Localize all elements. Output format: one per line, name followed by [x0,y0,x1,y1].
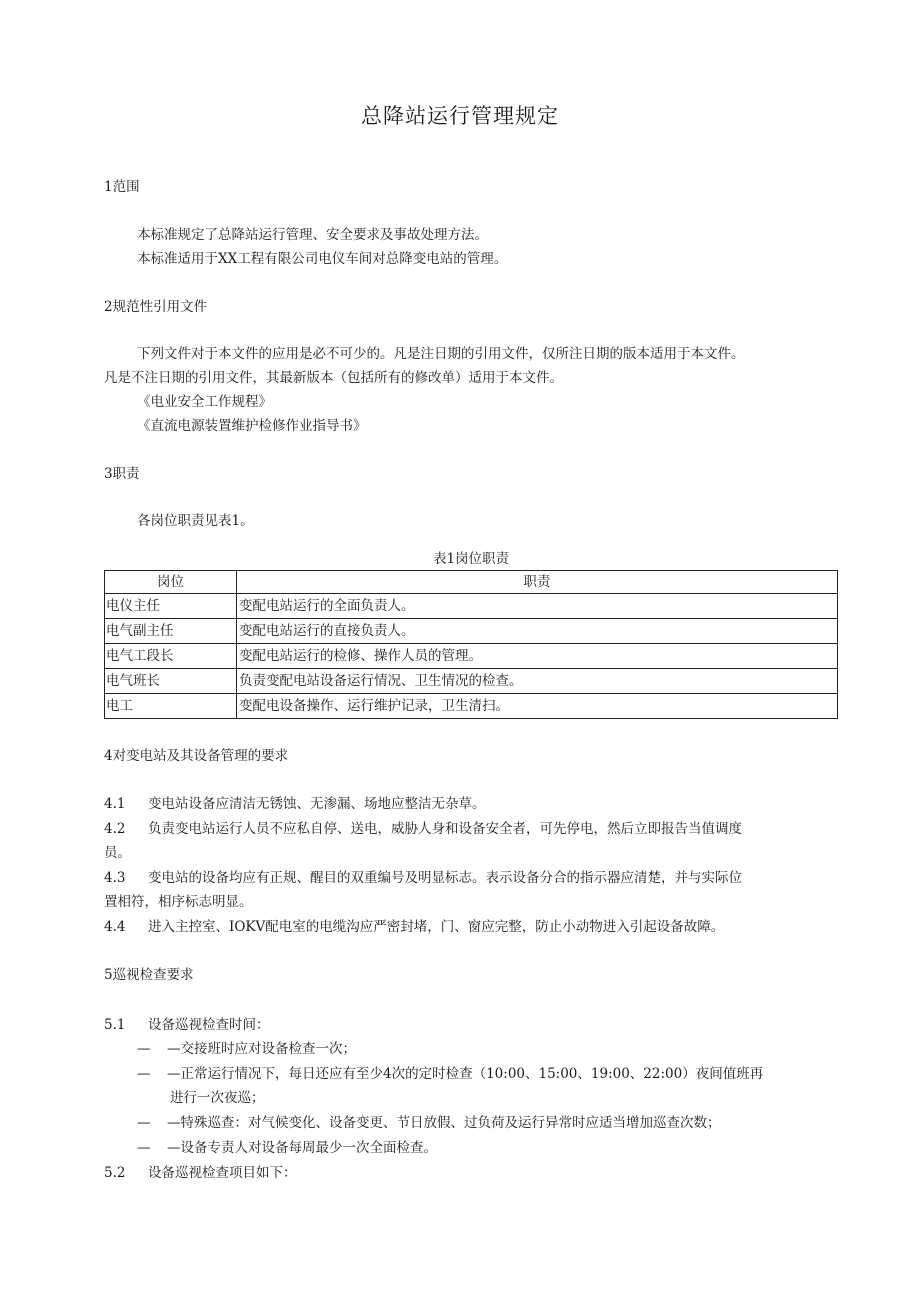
dash-item-3 [137,1113,721,1133]
dash-item-text: —交接班时应对设备检查一次； [167,1041,356,1057]
reference-doc-2: 《直流电源装置维护检修作业指导书》 [137,418,367,434]
cell-duty: 负责变配电站设备运行情况、卫生情况的检查。 [237,669,838,694]
cell-post: 电气班长 [105,669,237,694]
table-row [105,669,838,694]
cell-post: 电仪主任 [105,594,237,619]
item-text: 变电站设备应清洁无锈蚀、无渗漏、场地应整洁无杂草。 [148,796,486,812]
cell-duty: 变配电站运行的全面负责人。 [237,594,838,619]
table-row [105,594,838,619]
column-header-post: 岗位 [105,571,237,594]
item-5-1 [104,1015,270,1035]
dash-item-2-continued: 进行一次夜巡； [170,1090,265,1106]
section-2-paragraph-line-2: 凡是不注日期的引用文件，其最新版本（包括所有的修改单）适用于本文件。 [104,370,563,386]
table-caption: 表1岗位职责 [432,551,510,567]
cell-post: 电气副主任 [105,619,237,644]
table-row [105,644,838,669]
dash-marker: — [137,1140,151,1156]
item-number: 5.1 [104,1017,126,1033]
dash-item-2 [137,1064,763,1084]
item-4-1 [104,794,486,814]
dash-marker: — [137,1066,151,1082]
item-text: 设备巡视检查项目如下： [148,1165,297,1181]
duty-table [104,570,838,719]
table-row [105,619,838,644]
table-header-row [105,571,838,594]
section-3-heading: 3职责 [104,466,140,482]
page-title: 总降站运行管理规定 [361,104,559,128]
section-2-heading: 2规范性引用文件 [104,299,208,315]
cell-duty: 变配电站运行的直接负责人。 [237,619,838,644]
item-number: 4.3 [104,870,126,886]
dash-item-1 [137,1039,356,1059]
item-text: 负责变电站运行人员不应私自停、送电，威胁人身和设备安全者，可先停电，然后立即报告当值调度 [148,821,742,837]
dash-marker: — [137,1115,151,1131]
table-row [105,694,838,719]
item-text: 设备巡视检查时间： [148,1017,270,1033]
cell-duty: 变配电站运行的检修、操作人员的管理。 [237,644,838,669]
item-number: 4.2 [104,821,126,837]
dash-item-text: —设备专责人对设备每周最少一次全面检查。 [167,1140,437,1156]
dash-marker: — [137,1041,151,1057]
reference-doc-1: 《电业安全工作规程》 [137,394,272,410]
item-4-2 [104,819,742,839]
section-1-heading: 1范围 [104,179,140,195]
item-4-3 [104,868,742,888]
cell-duty: 变配电设备操作、运行维护记录，卫生清扫。 [237,694,838,719]
section-4-heading: 4对变电站及其设备管理的要求 [104,748,289,764]
item-5-2 [104,1163,297,1183]
cell-post: 电工 [105,694,237,719]
section-2-paragraph-line-1: 下列文件对于本文件的应用是必不可少的。凡是注日期的引用文件，仅所注日期的版本适用于本文件。 [137,346,745,362]
section-1-paragraph-1: 本标准规定了总降站运行管理、安全要求及事故处理方法。 [137,227,488,243]
item-4-4 [104,917,724,937]
item-number: 5.2 [104,1165,126,1181]
section-5-heading: 5巡视检查要求 [104,967,194,983]
item-text: 进入主控室、IOKV配电室的电缆沟应严密封堵，门、窗应完整，防止小动物进入引起设备故障。 [148,919,725,935]
item-number: 4.1 [104,796,126,812]
item-number: 4.4 [104,919,126,935]
item-4-3-continued: 置相符，相序标志明显。 [104,894,253,910]
item-4-2-continued: 员。 [104,845,131,861]
section-3-paragraph: 各岗位职责见表1。 [137,513,254,529]
dash-item-text: —特殊巡查：对气候变化、设备变更、节日放假、过负荷及运行异常时应适当增加巡查次数； [167,1115,721,1131]
dash-item-4 [137,1138,437,1158]
section-1-paragraph-2: 本标准适用于XX工程有限公司电仪车间对总降变电站的管理。 [137,251,508,267]
column-header-duty: 职责 [237,571,838,594]
item-text: 变电站的设备均应有正规、醒目的双重编号及明显标志。表示设备分合的指示器应清楚，并与实际位 [148,870,742,886]
dash-item-text: —正常运行情况下，每日还应有至少4次的定时检查（10:00、15:00、19:00、22:00）夜间值班再 [167,1066,764,1082]
cell-post: 电气工段长 [105,644,237,669]
